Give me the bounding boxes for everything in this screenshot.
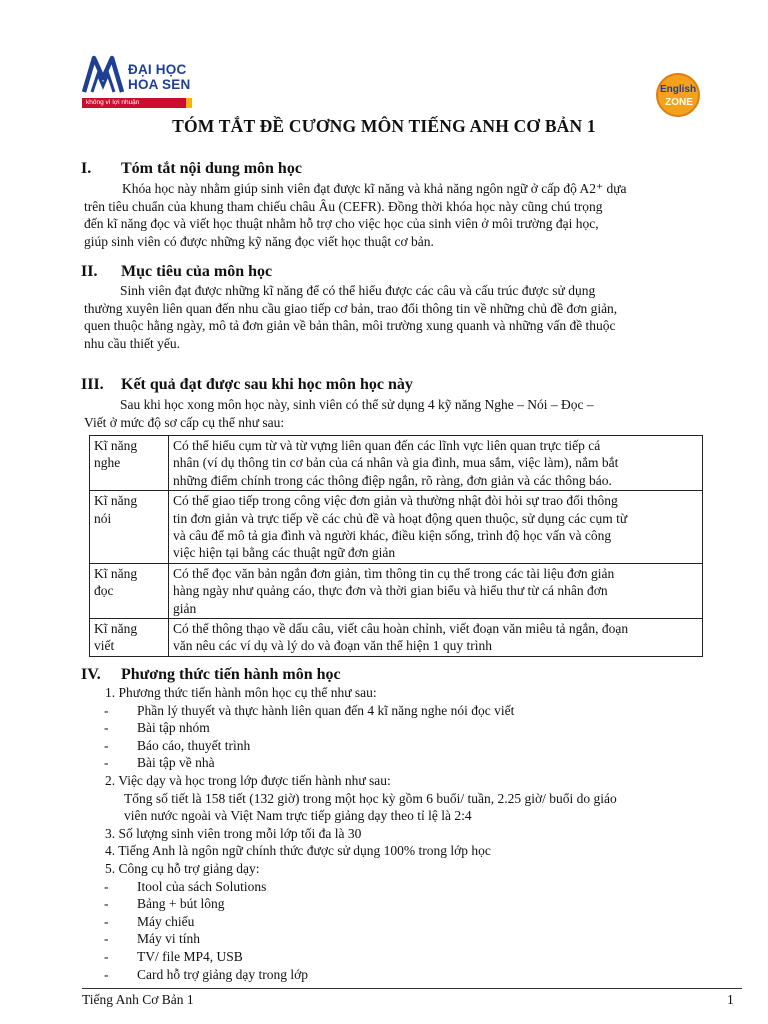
- section-heading-1: I. Tóm tắt nội dung môn học: [81, 160, 302, 177]
- list-item: - Phần lý thuyết và thực hành liên quan đến 4 kĩ năng nghe nói đọc viết: [104, 702, 515, 718]
- footer-page-number: 1: [727, 992, 734, 1007]
- section-heading-2: II. Mục tiêu của môn học: [81, 263, 273, 280]
- list-item: Tổng số tiết là 158 tiết (132 giờ) trong một học kỳ gồm 6 buổi/ tuần, 2.25 giờ/ buổi do giáo: [124, 790, 617, 806]
- logo-name-line2: HOA SEN: [128, 77, 191, 92]
- skills-table: [89, 435, 703, 657]
- methods-list: [104, 684, 704, 983]
- skill-name-cell: Kĩ năng nghe: [90, 436, 169, 491]
- list-item: 5. Công cụ hỗ trợ giảng dạy:: [105, 860, 260, 876]
- list-item: viên nước ngoài và Việt Nam trực tiếp giảng dạy theo tỉ lệ là 2:4: [124, 808, 472, 824]
- skill-desc-cell: Có thể đọc văn bản ngắn đơn giản, tìm thông tin cụ thể trong các tài liệu đơn giản hàng ngày như quảng cáo, thực đơn và thời gian biểu và hiểu thư từ cá nhân đơn giản: [169, 563, 703, 618]
- table-row: [90, 491, 703, 564]
- list-item: - Bài tập về nhà: [104, 755, 215, 771]
- logo-slogan: không vì lợi nhuận: [82, 98, 192, 108]
- skill-desc-cell: Có thể thông thạo về dấu câu, viết câu hoàn chỉnh, viết đoạn văn miêu tả ngắn, đoạn văn nêu các ví dụ và lý do và đoạn văn thể hiện 1 quy trình: [169, 619, 703, 657]
- footer-course-name: Tiếng Anh Cơ Bản 1: [82, 992, 194, 1007]
- table-row: [90, 436, 703, 491]
- english-zone-badge-icon: [655, 72, 701, 118]
- list-item: - Itool của sách Solutions: [104, 878, 267, 894]
- list-item: 3. Số lượng sinh viên trong mỗi lớp tối đa là 30: [105, 825, 362, 841]
- list-item: 2. Việc dạy và học trong lớp được tiến hành như sau:: [105, 772, 391, 788]
- logo-name-line1: ĐẠI HỌC: [128, 62, 187, 77]
- badge-text-english: English: [659, 84, 697, 95]
- section-1-paragraph: Khóa học này nhằm giúp sinh viên đạt được kĩ năng và khả năng ngôn ngữ ở cấp độ A2⁺ dựa trên tiêu chuẩn của khung tham chiếu châu Âu (CEFR). Đồng thời khóa học này cũng chú trọng đến kĩ năng đọc và viết học thuật nhằm hỗ trợ cho việc học của sinh viên ở môi trường đại học, giúp sinh viên có được những kỹ năng đọc viết học thuật cơ bản.: [84, 181, 627, 249]
- list-item: - Máy vi tính: [104, 931, 200, 947]
- section-3-paragraph: Sau khi học xong môn học này, sinh viên có thể sử dụng 4 kỹ năng Nghe – Nói – Đọc – Viết ở mức độ sơ cấp cụ thể như sau:: [84, 397, 594, 430]
- list-item: - Card hỗ trợ giảng dạy trong lớp: [104, 966, 308, 982]
- university-logo: [80, 52, 200, 110]
- skill-desc-cell: Có thể giao tiếp trong công việc đơn giản và thường nhật đòi hỏi sự trao đổi thông tin đơn giản và trực tiếp về các chủ đề và hoạt động quen thuộc, sử dụng các cụm từ và câu để mô tả gia đình và người khác, điều kiện sống, trình độ học vấn và công việc hiện tại bằng các thuật ngữ đơn giản: [169, 491, 703, 564]
- list-item: 1. Phương thức tiến hành môn học cụ thể như sau:: [105, 685, 377, 700]
- skill-name-cell: Kĩ năng viết: [90, 619, 169, 657]
- list-item: - TV/ file MP4, USB: [104, 948, 243, 964]
- table-row: [90, 563, 703, 618]
- list-item: - Bảng + bút lông: [104, 896, 225, 912]
- section-heading-3: III. Kết quả đạt được sau khi học môn học này: [81, 376, 413, 393]
- logo-accent: [186, 98, 192, 108]
- badge-text-zone: ZONE: [665, 97, 693, 108]
- section-2-paragraph: Sinh viên đạt được những kĩ năng để có thể hiểu được các câu và cấu trúc được sử dụng thường xuyên liên quan đến nhu cầu giao tiếp cơ bản, trao đổi thông tin về những chủ đề đơn giản, quen thuộc hằng ngày, mô tả đơn giản về bản thân, môi trường xung quanh và những vấn đề thuộc nhu cầu thiết yếu.: [84, 283, 618, 351]
- list-item: - Máy chiếu: [104, 913, 195, 929]
- lotus-logo-icon: [80, 52, 126, 98]
- skill-name-cell: Kĩ năng nói: [90, 491, 169, 564]
- list-item: - Báo cáo, thuyết trình: [104, 737, 251, 753]
- list-item: - Bài tập nhóm: [104, 720, 210, 736]
- footer-divider: [82, 988, 742, 989]
- document-title: TÓM TẮT ĐỀ CƯƠNG MÔN TIẾNG ANH CƠ BẢN 1: [172, 116, 596, 136]
- skill-name-cell: Kĩ năng đọc: [90, 563, 169, 618]
- table-row: [90, 619, 703, 657]
- skill-desc-cell: Có thể hiểu cụm từ và từ vựng liên quan đến các lĩnh vực liên quan trực tiếp cá nhân (ví dụ thông tin cơ bản của cá nhân và gia đình, mua sắm, việc làm), nắm bắt những điểm chính trong các thông điệp ngắn, rõ ràng, đơn giản và các thông báo.: [169, 436, 703, 491]
- list-item: 4. Tiếng Anh là ngôn ngữ chính thức được sử dụng 100% trong lớp học: [105, 843, 491, 859]
- section-heading-4: IV. Phương thức tiến hành môn học: [81, 666, 341, 683]
